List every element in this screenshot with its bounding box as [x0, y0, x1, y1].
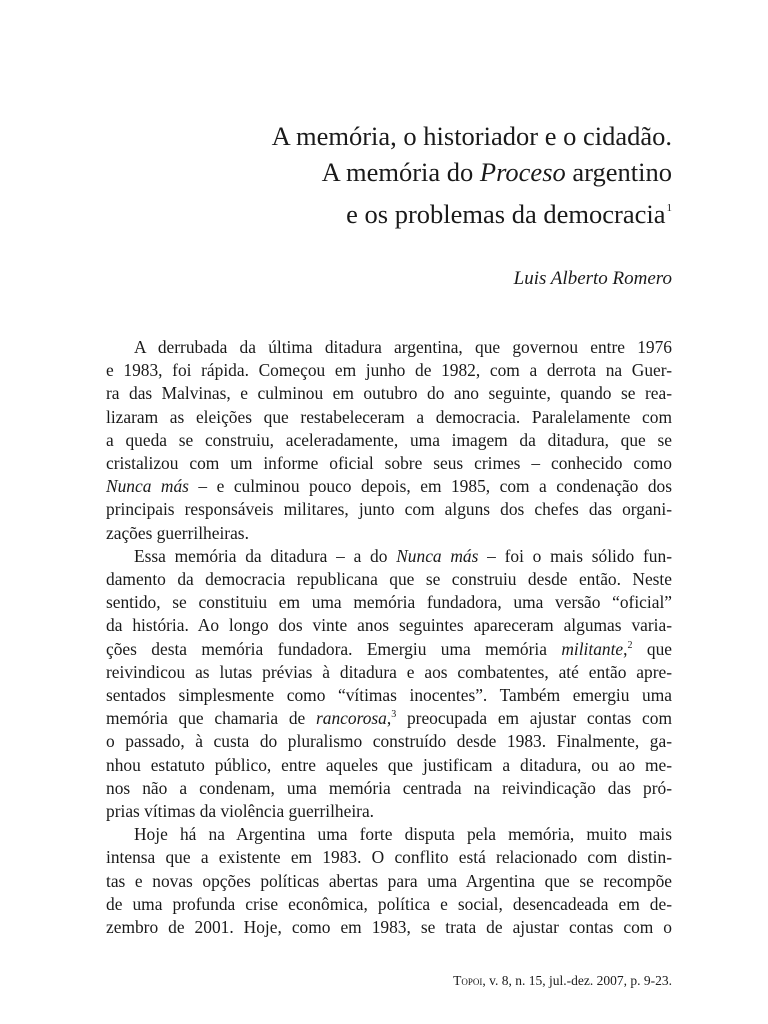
body-line: memória que chamaria de rancorosa,$^3$ preocupada em ajustar contas com	[106, 708, 672, 729]
body-line: cristalizou com um informe oficial sobre seus crimes – conhecido como	[106, 453, 672, 474]
body-line: nos não a condenam, uma memória centrada na reivindicação das pró-	[106, 777, 672, 798]
title-footnote-mark[interactable]: 1	[666, 202, 672, 214]
body-line: o passado, à custa do pluralismo construído desde 1983. Finalmente, ga-	[106, 731, 672, 752]
body-line: sentido, se constituiu em uma memória fundadora, uma versão “oficial”	[106, 592, 672, 613]
body-line: reivindicou as lutas prévias à ditadura e aos combatentes, até então apre-	[106, 661, 672, 682]
body-line: e 1983, foi rápida. Começou em junho de 1982, com a derrota na Guer-	[106, 360, 672, 381]
body-line: lizaram as eleições que restabeleceram a democracia. Paralelamente com	[106, 406, 672, 427]
journal-name: Topoi	[453, 973, 483, 988]
page-footer-citation	[453, 973, 672, 989]
body-line: a queda se construiu, aceleradamente, uma imagem da ditadura, que se	[106, 429, 672, 450]
body-line: de uma profunda crise econômica, política e social, desencadeada em de-	[106, 893, 672, 914]
body-line: A derrubada da última ditadura argentina, que governou entre 1976	[134, 337, 672, 357]
body-line: zações guerrilheiras.	[106, 522, 249, 543]
article-title	[272, 118, 672, 232]
citation-details: , v. 8, n. 15, jul.-dez. 2007, p. 9-23.	[482, 973, 672, 988]
body-line: nhou estatuto público, entre aqueles que justificam a ditadura, ou ao me-	[106, 754, 672, 775]
body-line: Nunca más – e culminou pouco depois, em 1985, com a condenação dos	[106, 476, 672, 497]
body-line: zembro de 2001. Hoje, como em 1983, se trata de ajustar contas com o	[106, 917, 672, 938]
footnote-mark-2[interactable]: 2	[627, 639, 633, 651]
body-line: prias vítimas da violência guerrilheira.	[106, 801, 375, 822]
body-line: ra das Malvinas, e culminou em outubro do ano seguinte, quando se rea-	[106, 383, 672, 404]
body-line: principais responsáveis militares, junto com alguns dos chefes das organi-	[106, 499, 672, 520]
title-line-1: A memória, o historiador e o cidadão.	[271, 121, 672, 151]
title-italic-proceso: Proceso	[479, 157, 566, 187]
footnote-mark-3[interactable]: 3	[391, 709, 397, 721]
author-name: Luis Alberto Romero	[513, 268, 672, 289]
body-line: da história. Ao longo dos vinte anos seguintes apareceram algumas varia-	[106, 615, 672, 636]
body-line: damento da democracia republicana que se construiu desde então. Neste	[106, 569, 672, 590]
body-line: Essa memória da ditadura – a do Nunca más – foi o mais sólido fun-	[134, 545, 672, 566]
title-line-2: A memória do Proceso argentino	[321, 157, 672, 187]
article-body	[106, 336, 672, 939]
title-line-3: e os problemas da democracia$^1$	[346, 199, 672, 229]
body-line: Hoje há na Argentina uma forte disputa pela memória, muito mais	[134, 824, 672, 845]
body-line: sentados simplesmente como “vítimas inocentes”. Também emergiu uma	[106, 685, 672, 706]
body-line: intensa que a existente em 1983. O conflito está relacionado com distin-	[106, 847, 672, 868]
body-line: ções desta memória fundadora. Emergiu uma memória militante,$^2$ que	[106, 638, 672, 659]
body-line: tas e novas opções políticas abertas para uma Argentina que se recompõe	[106, 870, 672, 891]
